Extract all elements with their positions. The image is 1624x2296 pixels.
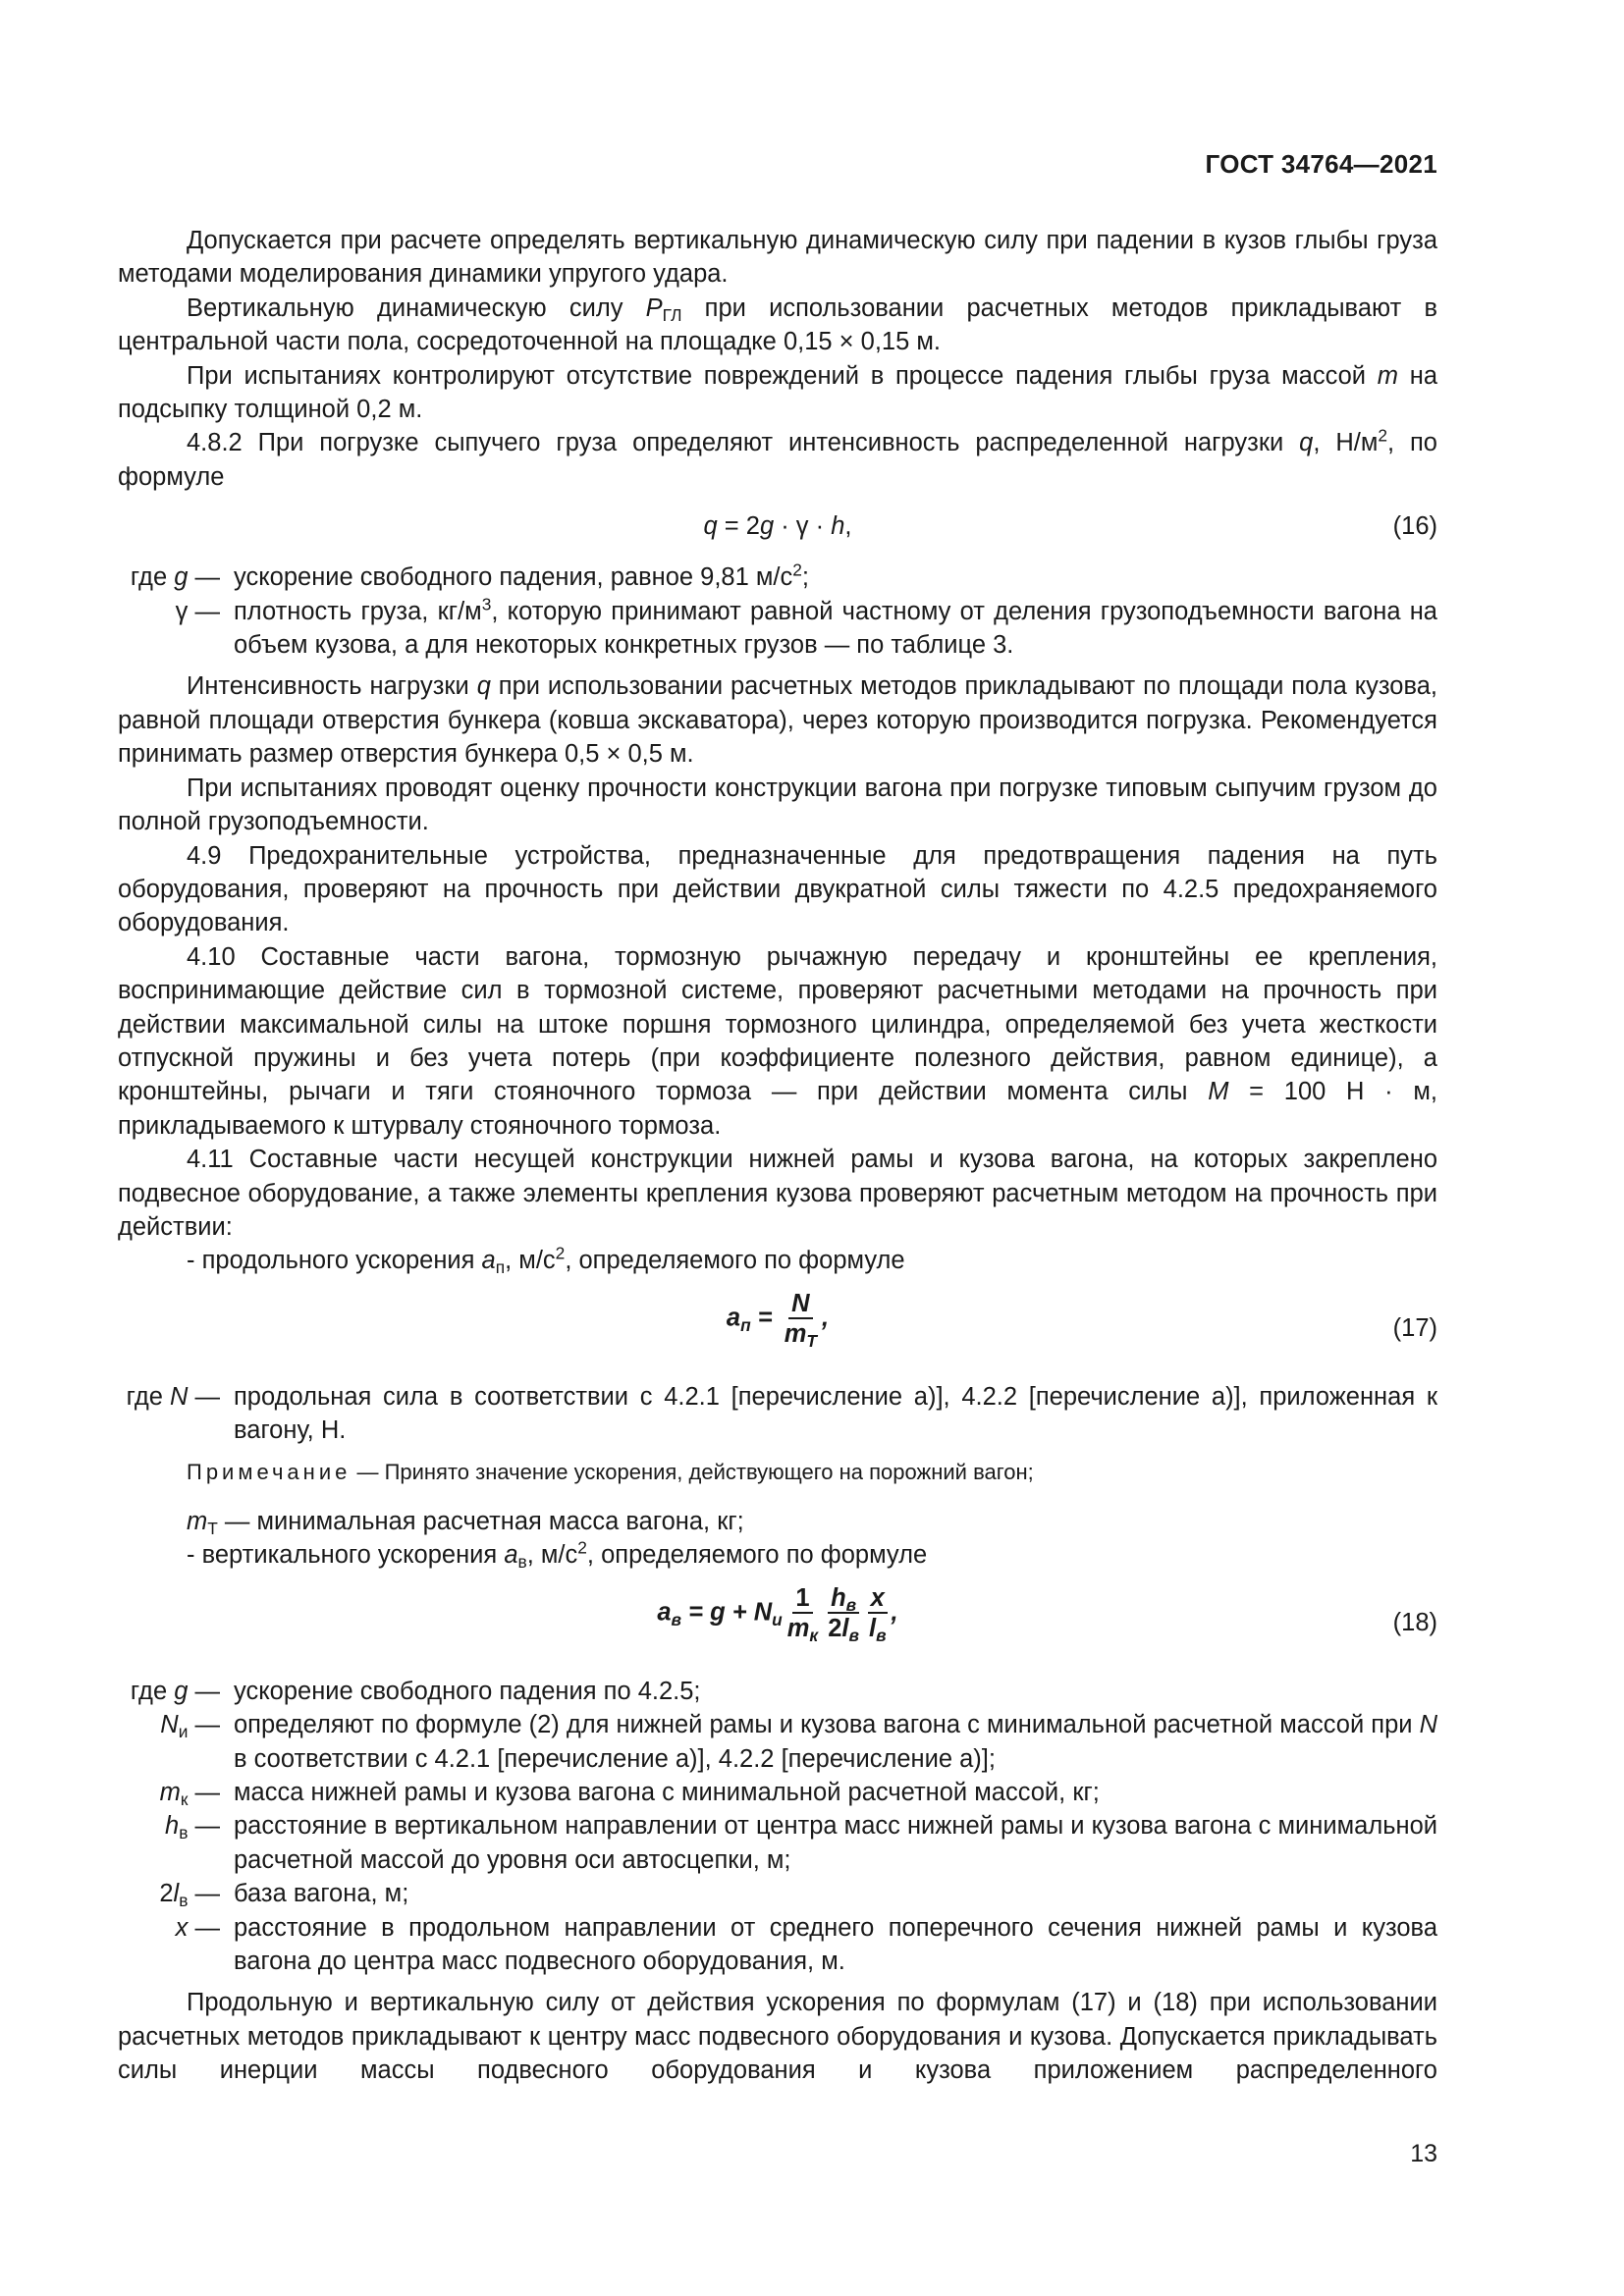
paragraph: 4.10 Составные части вагона, тормозную рычажную передачу и кронштейны ее крепления, воспринимающие действие сил в тормозной системе, проверяют расчетными методами на прочность при действии максимальной силы на штоке поршня тормозного цилиндра, определяемой без учета жесткости отпускной пружины и без учета потерь (при коэффициенте полезного действия, равном единице), а кронштейны, рычаги и тяги стояночного тормоза — при действии момента силы M = 100 Н · м, прикладываемого к штурвалу стояночного тормоза. bbox=[118, 942, 1437, 1140]
variable-list bbox=[118, 1380, 1437, 1448]
paragraph: Интенсивность нагрузки q при использовании расчетных методов прикладывают по площади пола кузова, равной площади отверстия бункера (ковша экскаватора), через которую производится погрузка. Рекомендуется принимать размер отверстия бункера 0,5 × 0,5 м. bbox=[118, 672, 1437, 769]
fraction: $\frac{1}{m_к}$ bbox=[786, 1583, 819, 1645]
paragraph: Допускается при расчете определять вертикальную динамическую силу при падении в кузов глыбы груза методами моделирования динамики упругого удара. bbox=[118, 227, 1437, 289]
note-label: Примечание bbox=[187, 1459, 352, 1484]
formula-expression: $a_п$ = $\frac{N}{m_Т}$ , bbox=[726, 1289, 830, 1351]
paragraph: $m_Т$ — минимальная расчетная масса вагона, кг; bbox=[187, 1508, 744, 1539]
variable-symbol: γ — bbox=[175, 597, 220, 625]
variable-definition: ускорение свободного падения по 4.2.5; bbox=[234, 1677, 701, 1705]
formula-number: (18) bbox=[1392, 1608, 1437, 1636]
variable-definition: продольная сила в соответствии с 4.2.1 [перечисление а)], 4.2.2 [перечисление а)], приложенная к вагону, Н. bbox=[234, 1382, 1437, 1445]
formula-16 bbox=[118, 506, 1437, 551]
page-number: 13 bbox=[1410, 2140, 1437, 2167]
variable-definition: ускорение свободного падения, равное 9,81 $м/с^2$; bbox=[234, 560, 809, 592]
variable-definition: расстояние в вертикальном направлении от центра масс нижней рамы и кузова вагона с минимальной расчетной массой до уровня оси автосцепки, м; bbox=[234, 1812, 1437, 1874]
list-item: - продольного ускорения $a_п$, $м/с^2$, определяемого по формуле bbox=[187, 1243, 905, 1278]
paragraph: Продольную и вертикальную силу от действия ускорения по формулам (17) и (18) при использовании расчетных методов прикладывают к центру масс подвесного оборудования и кузова. Допускается прикладывать силы инерции массы подвесного оборудования и кузова приложением распределенного bbox=[118, 1989, 1437, 2085]
variable-definition: определяют по формуле (2) для нижней рамы и кузова вагона с минимальной расчетной массой при N в соответствии с 4.2.1 [перечисление а)], 4.2.2 [перечисление а)]; bbox=[234, 1711, 1438, 1773]
variable-symbol: где g — bbox=[130, 1677, 220, 1705]
paragraph: 4.9 Предохранительные устройства, предназначенные для предотвращения падения на путь оборудования, проверяют на прочность при действии двукратной силы тяжести по 4.2.5 предохраняемого оборудования. bbox=[118, 841, 1437, 937]
document-header: ГОСТ 34764—2021 bbox=[1205, 149, 1437, 179]
paragraph: При испытаниях проводят оценку прочности конструкции вагона при погрузке типовым сыпучим грузом до полной грузоподъемности. bbox=[118, 774, 1437, 836]
formula-18 bbox=[118, 1584, 1437, 1665]
variable-symbol: где N — bbox=[126, 1382, 220, 1411]
paragraph: При испытаниях контролируют отсутствие повреждений в процессе падения глыбы груза массой m на подсыпку толщиной 0,2 м. bbox=[118, 361, 1437, 424]
paragraph: 4.8.2 При погрузке сыпучего груза определяют интенсивность распределенной нагрузки q, $Н/м^2$, по формуле bbox=[118, 425, 1437, 491]
variable-symbol: $2l_в$ — bbox=[159, 1880, 220, 1911]
variable-symbol: $N_и$ — bbox=[160, 1711, 220, 1742]
fraction: $\frac{h_в}{2l_в}$ bbox=[828, 1583, 859, 1645]
variable-symbol: x — bbox=[175, 1913, 220, 1942]
variable-definition: масса нижней рамы и кузова вагона с минимальной расчетной массой, кг; bbox=[234, 1779, 1100, 1807]
fraction: $\frac{N}{m_Т}$ bbox=[784, 1289, 818, 1351]
formula-number: (17) bbox=[1392, 1313, 1437, 1342]
variable-definition: плотность груза, $кг/м^3$, которую принимают равной частному от деления грузоподъемности вагона на объем кузова, а для некоторых конкретных грузов — по таблице 3. bbox=[234, 594, 1437, 660]
variable-symbol: где g — bbox=[130, 563, 220, 592]
paragraph: 4.11 Составные части несущей конструкции нижней рамы и кузова вагона, на которых закреплено подвесное оборудование, а также элементы крепления кузова проверяют расчетным методом на прочность при действии: bbox=[118, 1146, 1437, 1241]
formula-expression: q = 2g · γ · h, bbox=[703, 512, 852, 541]
formula-expression: $a_в = g + N_и$ $\frac{1}{m_к}$ $\frac{h_в}{2l_в}$ $\frac{x}{l_в}$ , bbox=[657, 1583, 898, 1645]
variable-definition: база вагона, м; bbox=[234, 1880, 409, 1908]
variable-definition: расстояние в продольном направлении от среднего поперечного сечения нижней рамы и кузова вагона до центра масс подвесного оборудования, м. bbox=[234, 1913, 1437, 1976]
variable-symbol: $h_в$ — bbox=[165, 1812, 220, 1843]
note: Примечание — Принято значение ускорения, действующего на порожний вагон; bbox=[187, 1459, 1034, 1484]
variable-list bbox=[118, 561, 1437, 662]
list-item: - вертикального ускорения $a_в$, $м/с^2$, определяемого по формуле bbox=[187, 1537, 928, 1573]
paragraph: Вертикальную динамическую силу $P_{ГЛ}$ при использовании расчетных методов прикладывают в центральной части пола, сосредоточенной на площадке 0,15 × 0,15 м. bbox=[118, 294, 1437, 356]
formula-17 bbox=[118, 1290, 1437, 1370]
variable-symbol: $m_к$ — bbox=[159, 1779, 220, 1810]
formula-number: (16) bbox=[1392, 512, 1437, 541]
fraction: $\frac{x}{l_в}$ bbox=[868, 1583, 887, 1645]
variable-list bbox=[118, 1675, 1437, 1979]
document-body bbox=[118, 224, 1437, 2088]
